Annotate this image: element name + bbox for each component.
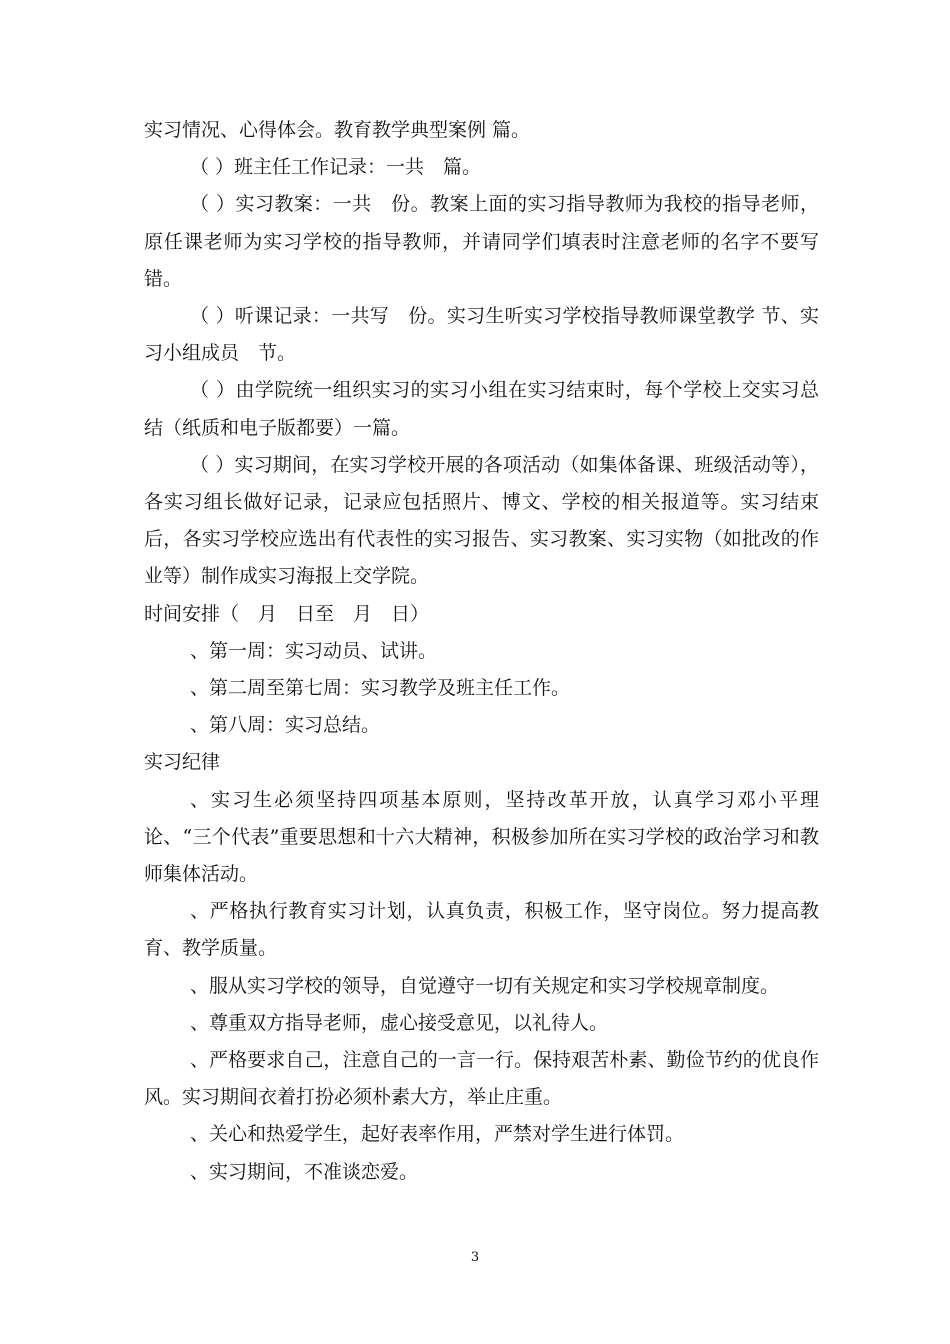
- discipline-item-3: 、服从实习学校的领导，自觉遵守一切有关规定和实习学校规章制度。: [190, 974, 780, 997]
- section-heading-discipline: 实习纪律: [144, 751, 221, 774]
- paragraph-activities-poster: （ ）实习期间，在实习学校开展的各项活动（如集体备课、班级活动等），各实习组长做好记录，记录应包括照片、博文、学校的相关报道等。实习结束后，各实习学校应选出有代表性的实习报告、实习教案、实习实物（如批改的作业等）制作成实习海报上交学院。: [144, 453, 819, 588]
- paragraph-lesson-plans: （ ）实习教案：一共 份。教案上面的实习指导教师为我校的指导老师，原任课老师为实习学校的指导教师，并请同学们填表时注意老师的名字不要写错。: [144, 193, 819, 290]
- discipline-item-2: 、严格执行教育实习计划，认真负责，积极工作，坚守岗位。努力提高教育、教学质量。: [144, 900, 819, 960]
- paragraph-homeroom-record: （ ）班主任工作记录：一共 篇。: [190, 156, 482, 179]
- paragraph-summary-line: 实习情况、心得体会。教育教学典型案例 篇。: [144, 119, 531, 141]
- paragraph-group-summary: （ ）由学院统一组织实习的实习小组在实习结束时，每个学校上交实习总结（纸质和电子版都要）一篇。: [144, 379, 819, 439]
- discipline-item-5: 、严格要求自己，注意自己的一言一行。保持艰苦朴素、勤俭节约的优良作风。实习期间衣着打扮必须朴素大方，举止庄重。: [144, 1049, 819, 1109]
- schedule-item-week-2-7: 、第二周至第七周：实习教学及班主任工作。: [190, 677, 571, 700]
- document-body: [144, 112, 819, 1191]
- discipline-item-4: 、尊重双方指导老师，虚心接受意见，以礼待人。: [190, 1011, 609, 1034]
- discipline-item-6: 、关心和热爱学生，起好表率作用，严禁对学生进行体罚。: [190, 1123, 685, 1146]
- schedule-item-week-1: 、第一周：实习动员、试讲。: [190, 639, 438, 662]
- section-heading-schedule: 时间安排（ 月 日至 月 日）: [144, 602, 430, 625]
- paragraph-lecture-notes: （ ）听课记录：一共写 份。实习生听实习学校指导教师课堂教学 节、实习小组成员 节。: [144, 305, 819, 365]
- page-number: 3: [470, 1250, 480, 1265]
- schedule-item-week-8: 、第八周：实习总结。: [190, 714, 381, 737]
- discipline-item-1: 、实习生必须坚持四项基本原则，坚持改革开放，认真学习邓小平理论、“三个代表”重要思想和十六大精神，积极参加所在实习学校的政治学习和教师集体活动。: [144, 788, 819, 886]
- discipline-item-7: 、实习期间，不准谈恋爱。: [190, 1160, 419, 1183]
